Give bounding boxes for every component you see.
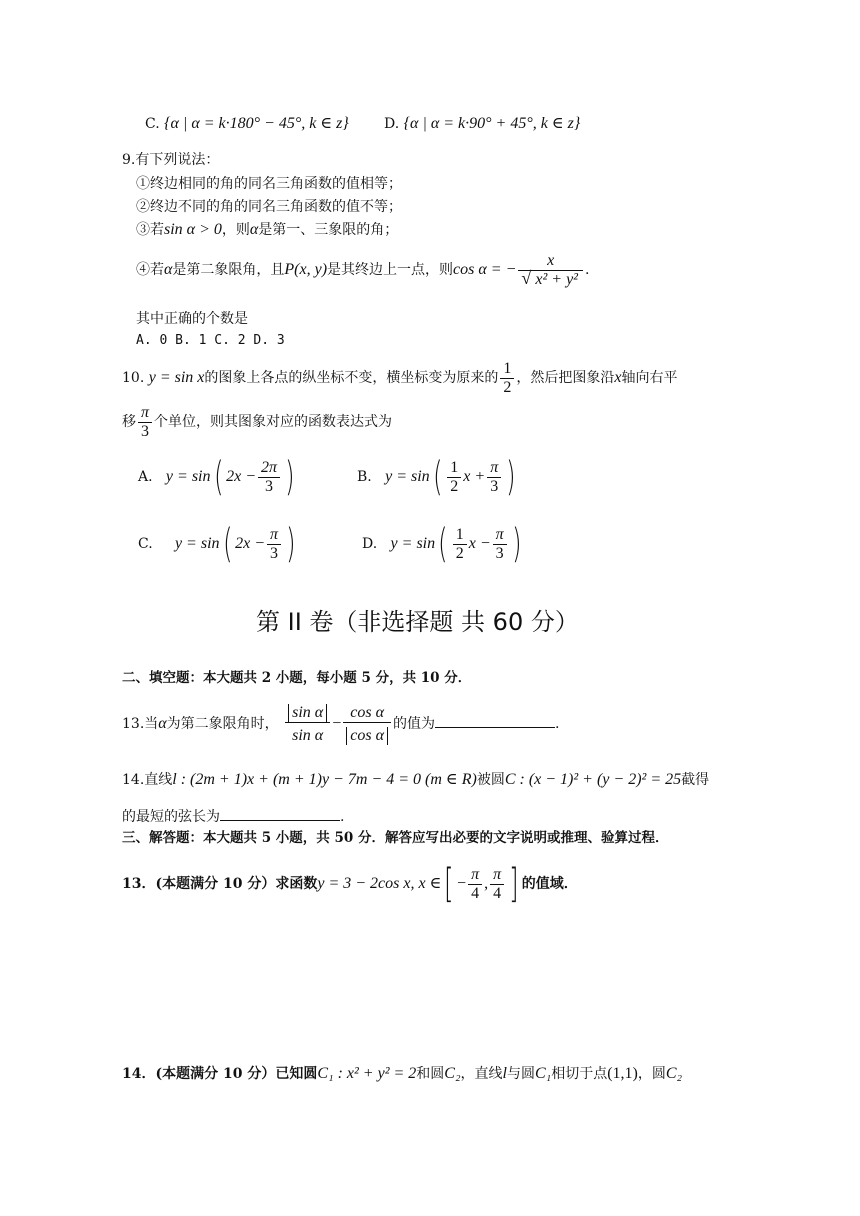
fraction: [493, 526, 507, 563]
numerator: π: [138, 404, 152, 423]
numerator: cos α: [343, 704, 391, 723]
fill-in-header: 二、填空题：本大题共 2 小题，每小题 5 分，共 10 分．: [122, 670, 472, 686]
q14-fill-line-1: [122, 770, 709, 790]
text: ③若: [136, 222, 164, 238]
numerator: π: [487, 459, 501, 478]
text: 14.直线: [122, 772, 173, 788]
fraction: [267, 526, 281, 563]
set-expression: {α | α = k·90° + 45°, k ∈ z}: [403, 115, 581, 132]
text: 轴向右平: [621, 370, 678, 386]
option-label: D.: [362, 536, 378, 552]
text: 和圆: [416, 1066, 445, 1082]
math: C₁: [534, 1065, 552, 1082]
sqrt: [521, 267, 580, 289]
q10-option-d: [362, 522, 524, 566]
numerator: π: [493, 526, 507, 545]
abs-value: sin α: [288, 704, 327, 722]
q13-solve: [122, 860, 578, 908]
text: 与圆: [506, 1066, 535, 1082]
q10-option-c: [138, 522, 299, 566]
fraction: [453, 526, 467, 563]
q9-statement-1: ①终边相同的角的同名三角函数的值相等；: [136, 176, 402, 192]
option-label: D.: [384, 116, 400, 132]
text: 的最短的弦长为: [122, 809, 220, 825]
numerator: π: [267, 526, 281, 545]
math: y = sin: [385, 468, 430, 485]
numerator: 2π: [258, 459, 280, 478]
math: α: [249, 221, 259, 238]
q14-fill-line-2: [122, 806, 344, 827]
text: 被圆: [476, 772, 505, 788]
solve-header: 三、解答题：本大题共 5 小题，共 50 分．解答应写出必要的文字说明或推理、验算过程．: [122, 830, 669, 846]
left-paren: (: [213, 454, 223, 500]
q8-option-c: [145, 114, 349, 134]
q10-line-2: [122, 402, 392, 442]
math: cos α = −: [453, 261, 517, 278]
math: sin α > 0: [164, 221, 222, 238]
option-label: C.: [145, 116, 160, 132]
math: y = sin x: [148, 369, 205, 386]
denominator: 2: [450, 477, 459, 495]
denominator: 3: [141, 422, 149, 440]
set-expression: {α | α = k·180° − 45°, k ∈ z}: [164, 115, 349, 132]
math: α: [158, 715, 167, 732]
denominator: 3: [270, 544, 279, 562]
answer-blank[interactable]: [220, 806, 340, 821]
text: ，则: [221, 222, 250, 238]
q10-line-1: [122, 358, 678, 398]
math: C₂: [444, 1065, 461, 1082]
q9-statement-3: [136, 220, 398, 240]
text: 截得: [681, 772, 710, 788]
numerator: x: [518, 252, 583, 271]
text: 10.: [122, 370, 145, 386]
text: .: [554, 716, 560, 732]
q9-statement-2: ②终边不同的角的同名三角函数的值不等；: [136, 199, 402, 215]
option-label: C.: [138, 536, 153, 552]
fraction: [468, 866, 482, 903]
q10-option-a: [138, 455, 298, 499]
denominator: 2: [503, 378, 512, 396]
q10-option-b: [357, 455, 519, 499]
text: 是第一、三象限的角；: [258, 222, 399, 238]
comma: ,: [484, 875, 489, 892]
math: C : (x − 1)² + (y − 2)² = 25: [504, 771, 682, 788]
minus: −: [457, 875, 467, 892]
text: 14．(本题满分 10 分）已知圆: [122, 1066, 318, 1082]
math: P(x, y): [284, 261, 328, 278]
right-paren: ): [511, 521, 522, 567]
left-paren: (: [438, 521, 448, 567]
numerator: 1: [500, 360, 514, 379]
numerator: 1: [453, 526, 467, 545]
numerator: [285, 704, 330, 723]
text: 是其终边上一点，则: [327, 262, 454, 278]
right-paren: ): [285, 454, 295, 500]
fraction: [258, 459, 280, 496]
text: .: [584, 262, 590, 278]
denominator: [343, 723, 391, 745]
q9-stem: 9.有下列说法：: [122, 152, 220, 168]
math: C₂: [665, 1065, 683, 1082]
text: ，然后把图象沿: [516, 370, 615, 386]
section-title: 第 II 卷（非选择题 共 60 分）: [256, 608, 579, 636]
right-bracket: ]: [509, 861, 519, 907]
text: 是第二象限角，且: [172, 262, 285, 278]
text: 的值为: [392, 716, 435, 732]
math: x +: [463, 468, 486, 485]
text: 13．(本题满分 10 分）求函数: [122, 876, 318, 892]
answer-blank[interactable]: [435, 713, 555, 728]
numerator: π: [468, 866, 482, 885]
denominator: sin α: [292, 726, 324, 744]
text: ，直线: [460, 1066, 503, 1082]
q13-fill: [122, 698, 559, 750]
text: 的值域．: [521, 876, 578, 892]
fraction: [518, 252, 583, 289]
fraction: [343, 704, 391, 745]
numerator: 1: [447, 459, 461, 478]
text: 为第二象限角时，: [166, 716, 279, 732]
q14-solve: [122, 1064, 682, 1084]
math: y = 3 − 2cos x, x ∈: [317, 875, 442, 892]
denominator: 3: [490, 477, 499, 495]
radical-sign: √: [521, 267, 532, 288]
fraction: [447, 459, 461, 496]
text: 相切于点: [551, 1066, 608, 1082]
fraction: [487, 459, 501, 496]
denominator: [518, 267, 583, 289]
q8-option-d: [384, 114, 580, 134]
q9-options: A. 0 B. 1 C. 2 D. 3: [136, 333, 285, 348]
left-paren: (: [432, 454, 443, 500]
text: 个单位，则其图象对应的函数表达式为: [154, 414, 393, 430]
text: ，圆: [637, 1066, 666, 1082]
left-paren: (: [222, 521, 233, 567]
fraction: [285, 704, 330, 745]
denominator: 3: [495, 544, 504, 562]
denominator: 4: [471, 884, 480, 902]
math: 2x −: [226, 468, 257, 485]
abs-value: cos α: [346, 727, 388, 745]
fraction: [500, 360, 514, 397]
text: ④若: [136, 262, 164, 278]
math: (1,1): [607, 1065, 638, 1082]
radicand: x² + y²: [535, 270, 578, 288]
numerator: π: [490, 866, 504, 885]
math: y = sin: [174, 535, 220, 552]
text: 的图象上各点的纵坐标不变，横坐标变为原来的: [204, 370, 499, 386]
right-paren: ): [286, 521, 296, 567]
denominator: 3: [265, 477, 274, 495]
math: 2x −: [235, 535, 266, 552]
math: x: [614, 369, 622, 386]
math: y = sin: [165, 468, 211, 485]
math: l: [502, 1065, 507, 1082]
fraction: [490, 866, 504, 903]
denominator: 4: [493, 884, 502, 902]
minus: −: [332, 715, 342, 732]
math: y = sin: [390, 535, 436, 552]
text: 移: [122, 414, 136, 430]
q9-count-question: 其中正确的个数是: [136, 311, 248, 327]
fraction: [138, 404, 152, 441]
text: .: [340, 809, 345, 825]
option-label: A.: [138, 469, 153, 485]
denominator: 2: [455, 544, 464, 562]
math: C₁ : x² + y² = 2: [317, 1065, 417, 1082]
math: α: [164, 261, 173, 278]
math: x −: [468, 535, 491, 552]
text: 13.当: [122, 716, 159, 732]
q9-statement-4: [136, 248, 589, 292]
math: l : (2m + 1)x + (m + 1)y − 7m − 4 = 0 (m ∈ R): [172, 771, 477, 788]
left-bracket: [: [444, 861, 454, 907]
option-label: B.: [357, 469, 372, 485]
right-paren: ): [506, 454, 516, 500]
